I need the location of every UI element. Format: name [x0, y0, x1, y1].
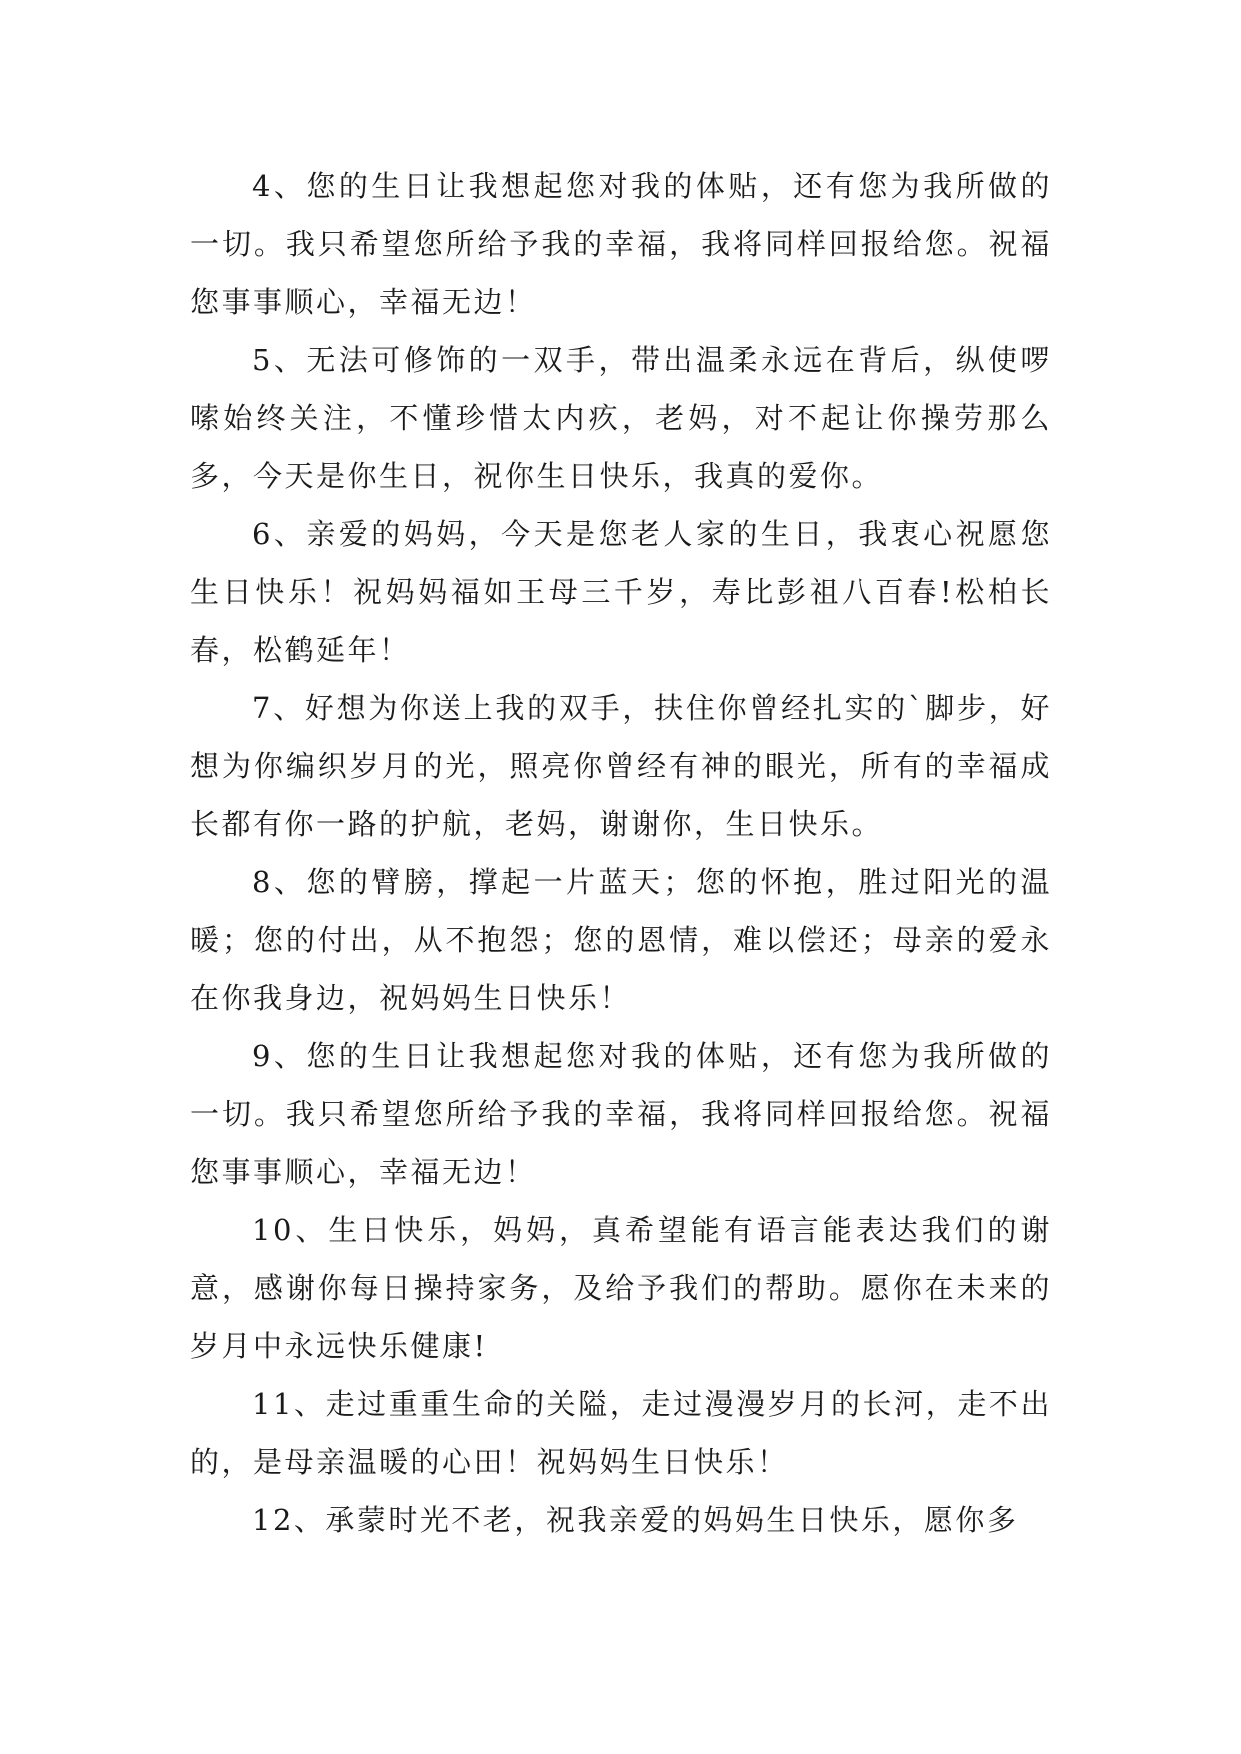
- paragraph-9: 9、您的生日让我想起您对我的体贴，还有您为我所做的一切。我只希望您所给予我的幸福，我将同样回报给您。祝福您事事顺心，幸福无边！: [190, 1039, 1052, 1189]
- paragraph-6: 6、亲爱的妈妈，今天是您老人家的生日，我衷心祝愿您生日快乐！祝妈妈福如王母三千岁，寿比彭祖八百春!松柏长春，松鹤延年！: [190, 517, 1052, 667]
- paragraph-12: 12、承蒙时光不老，祝我亲爱的妈妈生日快乐，愿你多: [252, 1503, 1019, 1537]
- document-body: [190, 157, 1052, 1549]
- paragraph-10: 10、生日快乐，妈妈，真希望能有语言能表达我们的谢意，感谢你每日操持家务，及给予我们的帮助。愿你在未来的岁月中永远快乐健康!: [190, 1213, 1052, 1363]
- paragraph-11: 11、走过重重生命的关隘，走过漫漫岁月的长河，走不出的，是母亲温暖的心田！祝妈妈生日快乐！: [190, 1387, 1052, 1479]
- paragraph-8: 8、您的臂膀，撑起一片蓝天；您的怀抱，胜过阳光的温暖；您的付出，从不抱怨；您的恩情，难以偿还；母亲的爱永在你我身边，祝妈妈生日快乐！: [190, 865, 1052, 1015]
- paragraph-5: 5、无法可修饰的一双手，带出温柔永远在背后，纵使啰嗦始终关注，不懂珍惜太内疚，老妈，对不起让你操劳那么多，今天是你生日，祝你生日快乐，我真的爱你。: [190, 343, 1052, 493]
- paragraph-4: 4、您的生日让我想起您对我的体贴，还有您为我所做的一切。我只希望您所给予我的幸福，我将同样回报给您。祝福您事事顺心，幸福无边！: [190, 169, 1052, 319]
- paragraph-7: 7、好想为你送上我的双手，扶住你曾经扎实的`脚步，好想为你编织岁月的光，照亮你曾经有神的眼光，所有的幸福成长都有你一路的护航，老妈，谢谢你，生日快乐。: [190, 691, 1052, 841]
